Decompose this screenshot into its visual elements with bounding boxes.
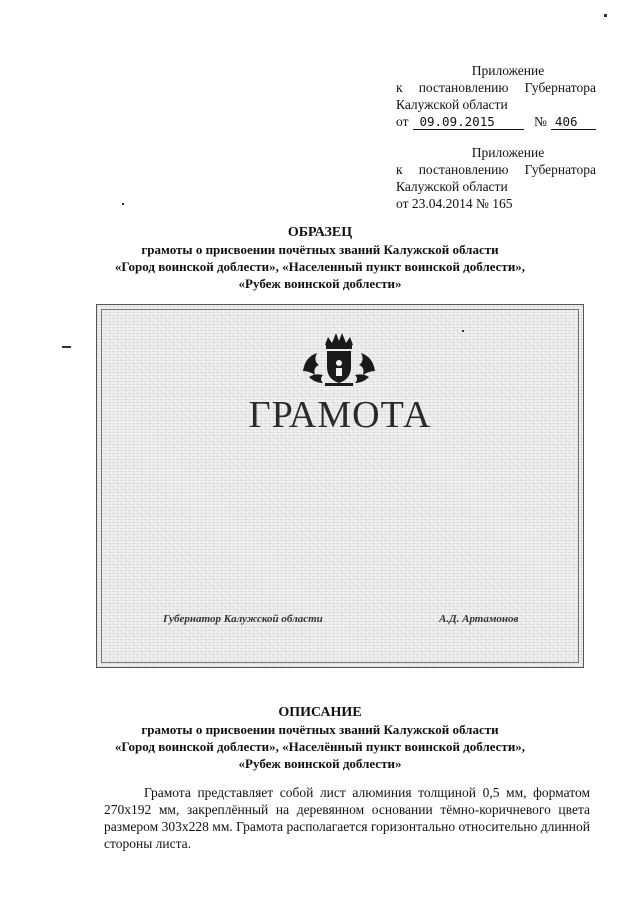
sample-heading: ОБРАЗЕЦ грамоты о присвоении почётных званий Калужской области «Город воинской доблести», «Населенный пункт воинской доблести», «Рубеж воинской доблести»	[80, 224, 560, 292]
certificate-sample	[96, 304, 584, 668]
annex-previous	[396, 144, 596, 212]
kaluga-coat-of-arms-icon	[295, 327, 383, 389]
annex-reference-line: к постановлению Губернатора	[396, 80, 596, 95]
scan-speck	[462, 330, 464, 332]
certificate-title: ГРАМОТА	[248, 394, 432, 436]
description-title: ОПИСАНИЕ	[278, 705, 362, 720]
scan-speck	[604, 14, 607, 17]
description-body	[104, 784, 590, 852]
certificate-signer-title: Губернатор Калужской области	[163, 613, 323, 625]
sample-title: ОБРАЗЕЦ	[287, 225, 353, 240]
annex-reference-line: к постановлению Губернатора	[396, 162, 596, 177]
annex-date: 09.09.2015	[413, 115, 524, 130]
annex-number: 406	[551, 115, 596, 130]
annex-title: Приложение	[471, 63, 545, 78]
annex-title: Приложение	[471, 145, 545, 160]
annex-current	[396, 62, 596, 130]
scan-speck	[62, 346, 71, 348]
description-heading: ОПИСАНИЕ грамоты о присвоении почётных званий Калужской области «Город воинской доблести», «Населённый пункт воинской доблести», «Рубеж воинской доблести»	[80, 704, 560, 772]
certificate-signer-name: А.Д. Артамонов	[439, 613, 519, 625]
annex-region-line: Калужской области	[396, 179, 508, 194]
scan-speck	[122, 203, 124, 205]
annex-region-line: Калужской области	[396, 97, 508, 112]
annex-date-line: от 09.09.2015 № 406	[396, 113, 596, 130]
annex-date-line: от 23.04.2014 № 165	[396, 196, 513, 211]
description-paragraph: Грамота представляет собой лист алюминия толщиной 0,5 мм, форматом 270х192 мм, закреплённый на деревянном основании тёмно-коричневого цвета размером 303х228 мм. Грамота располагается горизонтально относительно длинной стороны листа.	[104, 785, 590, 851]
